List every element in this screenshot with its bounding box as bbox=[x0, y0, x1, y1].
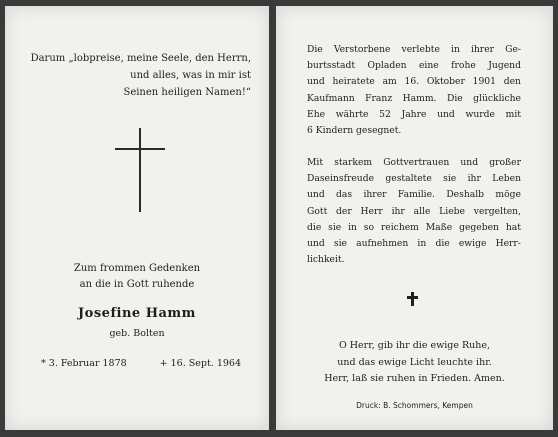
biography-word: mit bbox=[505, 108, 521, 120]
biography-word: Verstorbene bbox=[333, 44, 391, 55]
biography-line bbox=[307, 74, 521, 90]
biography-word: ewige bbox=[458, 238, 487, 250]
biography-word: hat bbox=[505, 221, 521, 233]
biography-word: Jahre bbox=[401, 108, 427, 120]
birth-name: geb. Bolten bbox=[109, 328, 165, 339]
biography-word: Leben bbox=[492, 173, 521, 185]
biography-word: 16. bbox=[404, 76, 420, 88]
biography-line bbox=[307, 220, 521, 236]
prayer-line: O Herr, gib ihr die ewige Ruhe, bbox=[338, 340, 491, 351]
biography-word: Kaufmann bbox=[307, 92, 355, 104]
biography-word: Ge- bbox=[505, 44, 521, 55]
left-card bbox=[5, 6, 269, 430]
bible-verse bbox=[29, 50, 251, 101]
biography-word: und bbox=[307, 76, 325, 88]
biography-word: heiratete bbox=[332, 76, 375, 88]
biography-line bbox=[307, 204, 521, 220]
biography-word: am bbox=[382, 76, 397, 88]
biography-word: das bbox=[336, 189, 353, 201]
life-dates bbox=[41, 358, 241, 369]
biography-word: sie bbox=[328, 221, 342, 233]
biography-word: ihr bbox=[467, 173, 481, 185]
biography-word: sie bbox=[333, 238, 347, 250]
verse-line: und alles, was in mir ist bbox=[130, 70, 251, 81]
cross-icon bbox=[115, 128, 165, 212]
biography-word: gegeben bbox=[459, 221, 499, 233]
biography-word: Hamm. bbox=[402, 92, 437, 104]
biography-word: Daseinsfreude bbox=[307, 173, 375, 185]
biography-word: sie bbox=[443, 173, 457, 185]
biography-word: Mit bbox=[307, 157, 324, 168]
biography-word: Die bbox=[307, 44, 323, 55]
prayer bbox=[276, 338, 553, 388]
biography-word: Oktober bbox=[426, 76, 465, 88]
biography-line bbox=[307, 236, 521, 252]
biography-word: Ehe bbox=[307, 108, 326, 120]
biography-line bbox=[307, 252, 521, 268]
biography-word: in bbox=[348, 221, 357, 233]
memorial-line: an die in Gott ruhende bbox=[79, 279, 195, 290]
biography-word: und bbox=[437, 108, 455, 120]
verse-line: Darum „lobpreise, meine Seele, den Herrn, bbox=[30, 53, 251, 64]
biography-line bbox=[307, 171, 521, 187]
biography-word: starkem bbox=[334, 157, 373, 168]
biography-word: so bbox=[363, 221, 375, 233]
biography-word: ihrer bbox=[470, 44, 495, 55]
biography-word: die bbox=[307, 221, 322, 233]
biography-word: Franz bbox=[365, 92, 393, 104]
biography-word: frohe bbox=[451, 60, 476, 72]
biography-line bbox=[307, 155, 521, 171]
prayer-line: und das ewige Licht leuchte ihr. bbox=[337, 356, 492, 368]
biography-word: und bbox=[460, 157, 479, 168]
biography-paragraph-1 bbox=[307, 42, 521, 139]
biography-word: ihrer bbox=[363, 189, 387, 201]
biography-word: 1901 bbox=[472, 76, 496, 88]
biography-word: aufnehmen bbox=[356, 238, 409, 250]
biography-word: reichem bbox=[380, 221, 419, 233]
biography-word: Die bbox=[446, 92, 463, 104]
biography-word: Jugend bbox=[488, 60, 521, 72]
biography-word: Opladen bbox=[367, 60, 407, 72]
biography-line bbox=[307, 42, 521, 58]
biography-word: verlebte bbox=[401, 44, 440, 55]
biography-word: 6 Kindern gesegnet. bbox=[307, 125, 402, 137]
biography-word: in bbox=[451, 44, 460, 55]
biography-word: wurde bbox=[465, 108, 495, 120]
biography-word: Gottvertrauen bbox=[383, 157, 450, 168]
memorial-text bbox=[5, 261, 269, 293]
cross-icon bbox=[407, 292, 418, 306]
biography-word: alle bbox=[413, 205, 431, 217]
biography-word: Gott bbox=[307, 205, 328, 217]
biography-word: währte bbox=[335, 108, 369, 120]
prayer-line: Herr, laß sie ruhen in Frieden. Amen. bbox=[324, 373, 505, 384]
right-card bbox=[276, 6, 553, 430]
biography-line bbox=[307, 58, 521, 74]
biography-word: Herr bbox=[360, 205, 383, 217]
biography-word: vergelten, bbox=[473, 205, 521, 217]
biography-word: Maße bbox=[425, 221, 453, 233]
biography-line bbox=[307, 107, 521, 123]
deceased-name: Josefine Hamm bbox=[78, 306, 196, 321]
death-date: + 16. Sept. 1964 bbox=[159, 358, 241, 369]
biography-word: glückliche bbox=[473, 92, 521, 104]
printer-credit: Druck: B. Schommers, Kempen bbox=[356, 401, 473, 410]
biography-paragraph-2 bbox=[307, 155, 521, 268]
biography-word: die bbox=[435, 238, 450, 250]
biography-line bbox=[307, 187, 521, 203]
biography-word: 52 bbox=[379, 108, 391, 120]
biography-word: Familie. bbox=[397, 189, 435, 201]
biography-word: Liebe bbox=[439, 205, 465, 217]
biography-word: in bbox=[417, 238, 427, 250]
biography-word: ihr bbox=[391, 205, 405, 217]
biography-word: gestaltete bbox=[385, 173, 432, 185]
verse-line: Seinen heiligen Namen!“ bbox=[123, 87, 251, 98]
biography-word: eine bbox=[418, 60, 439, 72]
biography-word: lichkeit. bbox=[307, 254, 345, 266]
biography-word: Herr- bbox=[495, 238, 521, 250]
memorial-line: Zum frommen Gedenken bbox=[73, 263, 201, 274]
biography-word: der bbox=[336, 205, 352, 217]
biography-word: und bbox=[307, 189, 325, 201]
biography-word: burtsstadt bbox=[307, 60, 356, 72]
biography-word: und bbox=[307, 238, 325, 250]
biography-word: den bbox=[503, 76, 521, 88]
biography-line bbox=[307, 91, 521, 107]
biography-word: möge bbox=[495, 189, 521, 201]
biography-word: Deshalb bbox=[446, 189, 485, 201]
biography-word: großer bbox=[489, 157, 521, 168]
biography-line bbox=[307, 123, 521, 139]
birth-date: * 3. Februar 1878 bbox=[41, 358, 127, 369]
